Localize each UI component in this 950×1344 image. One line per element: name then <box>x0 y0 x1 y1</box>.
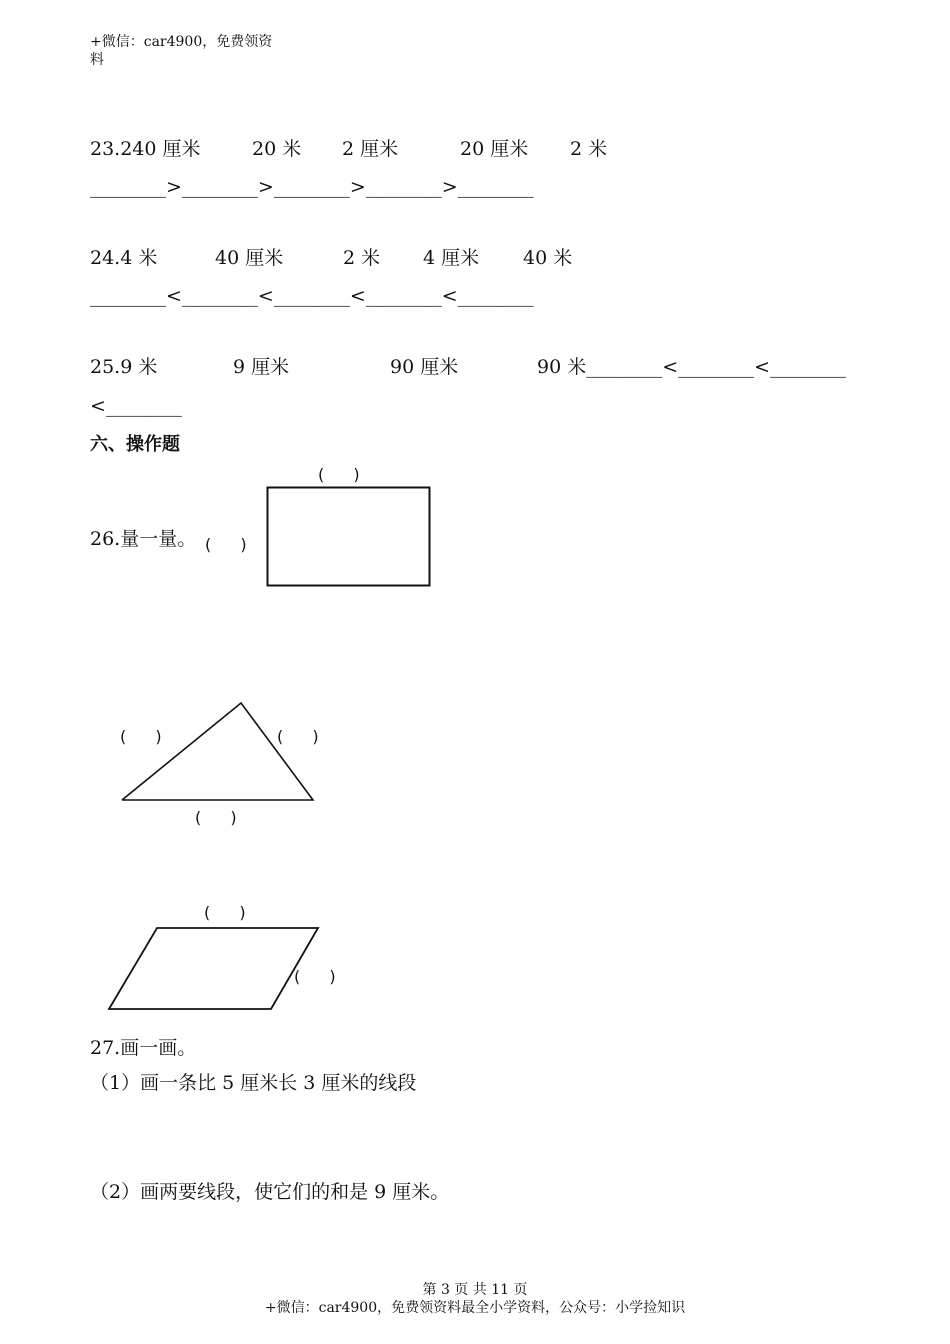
parallelogram-shape <box>107 925 321 1012</box>
q25-item-3: 90 厘米 <box>390 356 459 378</box>
q24-item-2: 40 厘米 <box>215 247 284 269</box>
parallelogram-top-paren[interactable]: ( ) <box>204 903 246 922</box>
page-number: 第 3 页 共 11 页 <box>422 1282 528 1298</box>
q23-item-4: 20 厘米 <box>460 138 529 160</box>
q25-item-2: 9 厘米 <box>233 356 290 378</box>
header-line-2: 料 <box>90 52 104 68</box>
q23-item-5: 2 米 <box>570 138 608 160</box>
q24-item-4: 4 厘米 <box>423 247 480 269</box>
q23-item-2: 20 米 <box>252 138 302 160</box>
triangle-right-paren[interactable]: ( ) <box>277 727 319 746</box>
header-line-1: +微信：car4900，免费领资 <box>90 34 273 50</box>
q27-sub2: （2）画两要线段，使它们的和是 9 厘米。 <box>90 1181 450 1203</box>
q26-label: 26.量一量。 <box>90 528 197 550</box>
rectangle-shape <box>266 486 432 588</box>
q23-answer-blanks[interactable]: ________>________>________>________>________ <box>90 176 534 198</box>
q24-item-5: 40 米 <box>523 247 573 269</box>
footer-note: +微信：car4900，免费领资料最全小学资料，公众号：小学捡知识 <box>264 1300 686 1316</box>
q27-sub1: （1）画一条比 5 厘米长 3 厘米的线段 <box>90 1072 417 1094</box>
q23-item-1: 23.240 厘米 <box>90 138 201 160</box>
triangle-shape <box>120 700 316 803</box>
q24-answer-blanks[interactable]: ________<________<________<________<________ <box>90 285 534 307</box>
rectangle-left-paren[interactable]: ( ) <box>205 535 247 554</box>
q25-answer-blanks[interactable]: <________ <box>90 395 182 417</box>
q23-item-3: 2 厘米 <box>342 138 399 160</box>
q25-item-1: 25.9 米 <box>90 356 158 378</box>
parallelogram-right-paren[interactable]: ( ) <box>294 967 336 986</box>
header-note <box>90 33 290 69</box>
q24-item-1: 24.4 米 <box>90 247 158 269</box>
q27-label: 27.画一画。 <box>90 1037 197 1059</box>
triangle-left-paren[interactable]: ( ) <box>120 727 162 746</box>
rectangle-top-paren[interactable]: ( ) <box>318 465 360 484</box>
triangle-bottom-paren[interactable]: ( ) <box>195 808 237 827</box>
q24-item-3: 2 米 <box>343 247 381 269</box>
section-title: 六、操作题 <box>90 434 180 455</box>
q25-item-4-with-blanks[interactable]: 90 米________<________<________ <box>537 356 847 378</box>
